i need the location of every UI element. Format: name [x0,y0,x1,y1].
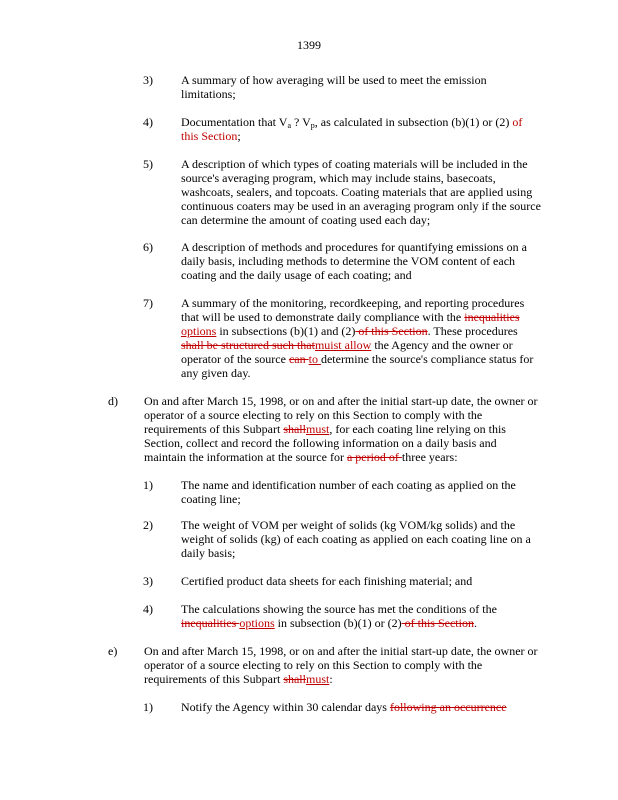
subscript: p [310,121,315,130]
item-text [181,518,541,560]
deleted-text: of this Section [355,324,428,338]
text-line: A summary of how averaging will be used to meet the emission [181,73,487,87]
text-line: daily basis; [181,546,236,560]
inserted-text: options [181,324,217,338]
section-text [144,394,548,464]
item-text [181,157,541,227]
text-line: inequalities options in subsection (b)(1) or (2) of this Section. [181,616,477,630]
text-line: operator of the source can to determine the source's compliance status for [181,352,534,366]
subscript: a [287,121,291,130]
text-line: coating line; [181,492,241,506]
item-text [181,700,541,714]
text-line: Notify the Agency within 30 calendar days following an occurrence [181,700,507,714]
item-text [181,73,541,101]
item-text [181,574,541,588]
text-line: Section, collect and record the following information on a daily basis and [144,436,497,450]
item-number: 1) [143,700,153,714]
inserted-text: muist allow [314,338,372,352]
item-text [181,478,541,506]
deleted-text: of this Section [401,616,474,630]
text-line: can determine the amount of coating used each day; [181,213,431,227]
text-line: shall be structured such thatmuist allow the Agency and the owner or [181,338,513,352]
item-number: 1) [143,478,153,492]
text-line: any given day. [181,366,251,380]
item-text [181,296,541,380]
inserted-text: options [239,616,275,630]
text-line: The weight of VOM per weight of solids (kg VOM/kg solids) and the [181,518,516,532]
section-text [144,644,548,686]
text-line: this Section; [181,129,241,143]
text-line: options in subsections (b)(1) and (2) of this Section. These procedures [181,324,518,338]
item-number: 3) [143,73,153,87]
item-number: 7) [143,296,153,310]
text-line: continuous coaters may be used in an averaging program only if the source [181,199,541,213]
text-line: requirements of this Subpart shallmust, for each coating line relying on this [144,422,506,436]
inserted-text: must [305,422,330,436]
text-line: maintain the information at the source for a period of three years: [144,450,458,464]
text-line: daily basis, including methods to determine the VOM content of each [181,254,516,268]
item-text [181,240,541,282]
revised-text: of [512,115,523,129]
deleted-text: shall [283,672,306,686]
item-number: 4) [143,602,153,616]
revised-text: this Section [181,129,238,143]
section-letter: d) [108,394,118,408]
item-number: 4) [143,115,153,129]
text-line: operator of a source electing to rely on this Section to comply with the [144,408,483,422]
text-line: The calculations showing the source has met the conditions of the [181,602,497,616]
inserted-text: must [305,672,330,686]
text-line: requirements of this Subpart shallmust: [144,672,333,686]
deleted-text: a period of [346,450,402,464]
text-line: weight of solids (kg) of each coating as applied on each coating line on a [181,532,531,546]
deleted-text: can [288,352,309,366]
text-line: source's averaging program, which may include stains, basecoats, [181,171,496,185]
text-line: limitations; [181,87,236,101]
item-text [181,115,541,143]
text-line: A summary of the monitoring, recordkeeping, and reporting procedures [181,296,525,310]
item-number: 3) [143,574,153,588]
item-number: 6) [143,240,153,254]
text-line: washcoats, sealers, and topcoats. Coating materials that are applied using [181,185,533,199]
inserted-text: to [308,352,321,366]
text-line: A description of which types of coating materials will be included in the [181,157,528,171]
deleted-text: shall [283,422,306,436]
text-line: that will be used to demonstrate daily compliance with the inequalities [181,310,520,324]
text-line: Certified product data sheets for each finishing material; and [181,574,473,588]
deleted-text: inequalities [464,310,520,324]
text-line: The name and identification number of each coating as applied on the [181,478,516,492]
deleted-text: following an occurrence [389,700,507,714]
item-number: 2) [143,518,153,532]
text-line: On and after March 15, 1998, or on and after the initial start-up date, the owner or [144,394,538,408]
text-line: coating and the daily usage of each coating; and [181,268,412,282]
section-letter: e) [108,644,118,658]
item-text [181,602,541,630]
text-line: On and after March 15, 1998, or on and after the initial start-up date, the owner or [144,644,538,658]
deleted-text: shall be structured such that [181,338,315,352]
deleted-text: inequalities [181,616,240,630]
item-number: 5) [143,157,153,171]
text-line: operator of a source electing to rely on this Section to comply with the [144,658,483,672]
text-line: A description of methods and procedures for quantifying emissions on a [181,240,527,254]
page-number: 1399 [297,38,321,52]
text-line: Documentation that $V_a$ ? $V_p$, as calculated in subsection (b)(1) or (2) of [181,115,523,130]
